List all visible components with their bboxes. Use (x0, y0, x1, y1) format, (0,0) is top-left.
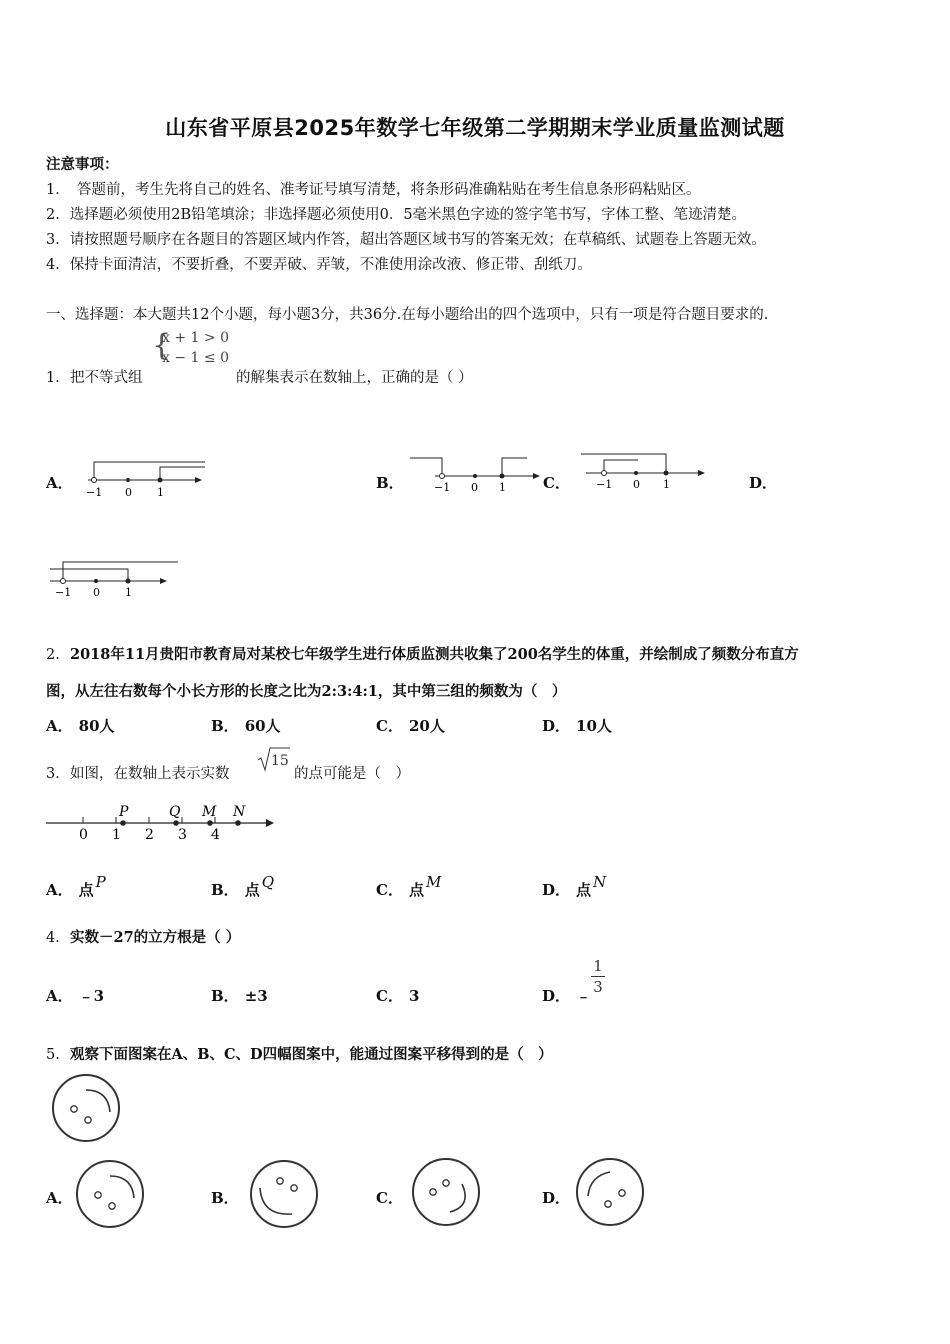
q4-fraction (591, 957, 605, 996)
q3-option-c[interactable]: C． 点 M (376, 873, 442, 899)
q5-original-face (50, 1072, 124, 1146)
q3-text-before: 如图，在数轴上表示实数 (70, 766, 230, 782)
q3-tick-0: 0 (79, 827, 88, 843)
q3-point-p: P (119, 804, 129, 820)
q1b-tick-0: 0 (471, 481, 478, 494)
q3-point-m: M (202, 804, 217, 820)
q1-text-before: 把不等式组 (70, 370, 143, 386)
q4-fraction-num: 1 (593, 957, 603, 975)
q1-numberline-b (405, 455, 545, 500)
q4-number: 4． (46, 930, 70, 946)
q3-point-q: Q (169, 804, 181, 820)
q2-option-c[interactable]: C． 20人 (376, 717, 445, 735)
q1-option-d-label[interactable]: D． (749, 474, 778, 492)
q3-sqrt-symbol (256, 746, 292, 772)
q3-tick-4: 4 (211, 827, 220, 843)
q5-number: 5． (46, 1047, 70, 1063)
q1c-tick-0: 0 (633, 478, 640, 491)
q1-ineq-1: x + 1 > 0 (162, 330, 229, 346)
page-title: 山东省平原县2025年数学七年级第二学期期末学业质量监测试题 (165, 116, 785, 140)
q1a-tick-0: 0 (125, 486, 132, 499)
q2-option-b[interactable]: B． 60人 (211, 717, 281, 735)
q3-numberline (46, 800, 286, 845)
q2-option-a[interactable]: A． 80人 (46, 717, 115, 735)
q1b-tick-neg1: −1 (434, 481, 451, 494)
q3-option-b[interactable]: B． 点 Q (211, 873, 275, 899)
q1-ineq-2: x − 1 ≤ 0 (162, 350, 229, 366)
q5-option-d-label[interactable]: D． (542, 1189, 571, 1207)
notice-heading: 注意事项： (46, 156, 119, 173)
section-heading: 一、选择题：本大题共12个小题，每小题3分，共36分.在每小题给出的四个选项中，只有一项是符合题目要求的. (46, 307, 769, 323)
q5-option-a-label[interactable]: A． (46, 1189, 73, 1207)
q3-number: 3． (46, 766, 70, 782)
notice-item-3: 3．请按照题号顺序在各题目的答题区域内作答，超出答题区域书写的答案无效；在草稿纸、试题卷上答题无效。 (46, 232, 766, 248)
q1c-tick-1: 1 (663, 478, 670, 491)
q1a-tick-1: 1 (157, 486, 164, 499)
q3-tick-3: 3 (178, 827, 187, 843)
q1d-tick-neg1: −1 (55, 586, 72, 599)
q5-text: 观察下面图案在A、B、C、D四幅图案中，能通过图案平移得到的是（ ） (70, 1046, 553, 1063)
q3-text-after: 的点可能是（ ） (294, 766, 410, 782)
q4-fraction-den: 3 (593, 978, 603, 996)
q1c-tick-neg1: −1 (596, 478, 613, 491)
q2-text-line1: 2018年11月贵阳市教育局对某校七年级学生进行体质监测共收集了200名学生的体重，并绘制成了频数分布直方 (70, 646, 799, 663)
q1-brace: { (152, 328, 172, 363)
q5-option-b-face (248, 1158, 322, 1232)
q4-option-a[interactable]: A． ﹣3 (46, 987, 105, 1005)
notice-item-2: 2．选择题必须使用2B铅笔填涂；非选择题必须使用0．5毫米黑色字迹的签字笔书写，字体工整、笔迹清楚。 (46, 207, 747, 223)
q1-text-after: 的解集表示在数轴上，正确的是（ ） (236, 370, 473, 386)
q2-number: 2． (46, 647, 70, 663)
q3-option-a[interactable]: A． 点 P (46, 873, 106, 899)
q5-option-c-label[interactable]: C． (376, 1189, 403, 1207)
q1a-tick-neg1: −1 (86, 486, 103, 499)
q3-sqrt-value: 15 (271, 753, 289, 769)
q4-option-b[interactable]: B． ±3 (211, 987, 268, 1005)
q5-option-a-face (74, 1158, 148, 1232)
q1-number: 1． (46, 370, 70, 386)
q4-option-c[interactable]: C． 3 (376, 987, 420, 1005)
notice-item-4: 4．保持卡面清洁，不要折叠，不要弄破、弄皱，不准使用涂改液、修正带、刮纸刀。 (46, 257, 592, 273)
q1-numberline-c (578, 450, 713, 495)
q3-point-n: N (233, 804, 246, 820)
q1-option-a-label[interactable]: A． (46, 474, 73, 492)
q3-option-d[interactable]: D． 点 N (542, 873, 607, 899)
q1-option-b-label[interactable]: B． (376, 474, 404, 492)
q5-option-d-face (574, 1156, 648, 1230)
q3-tick-2: 2 (145, 827, 154, 843)
q1d-tick-0: 0 (93, 586, 100, 599)
q1-option-c-label[interactable]: C． (543, 474, 570, 492)
q1b-tick-1: 1 (499, 481, 506, 494)
q4-option-d[interactable]: D． ﹣ (542, 987, 592, 1005)
q5-option-b-label[interactable]: B． (211, 1189, 239, 1207)
q2-option-d[interactable]: D． 10人 (542, 717, 612, 735)
q2-text-line2: 图，从左往右数每个小长方形的长度之比为2:3:4:1，其中第三组的频数为（ ） (46, 683, 567, 700)
notice-item-1: 1． 答题前，考生先将自己的姓名、准考证号填写清楚，将条形码准确粘贴在考生信息条形码粘贴区。 (46, 182, 701, 198)
q4-text: 实数－27的立方根是（ ） (70, 929, 241, 946)
q1d-tick-1: 1 (125, 586, 132, 599)
q1-numberline-a (80, 455, 210, 500)
q5-option-c-face (410, 1156, 484, 1230)
q1-numberline-d (48, 558, 183, 603)
q3-tick-1: 1 (112, 827, 121, 843)
